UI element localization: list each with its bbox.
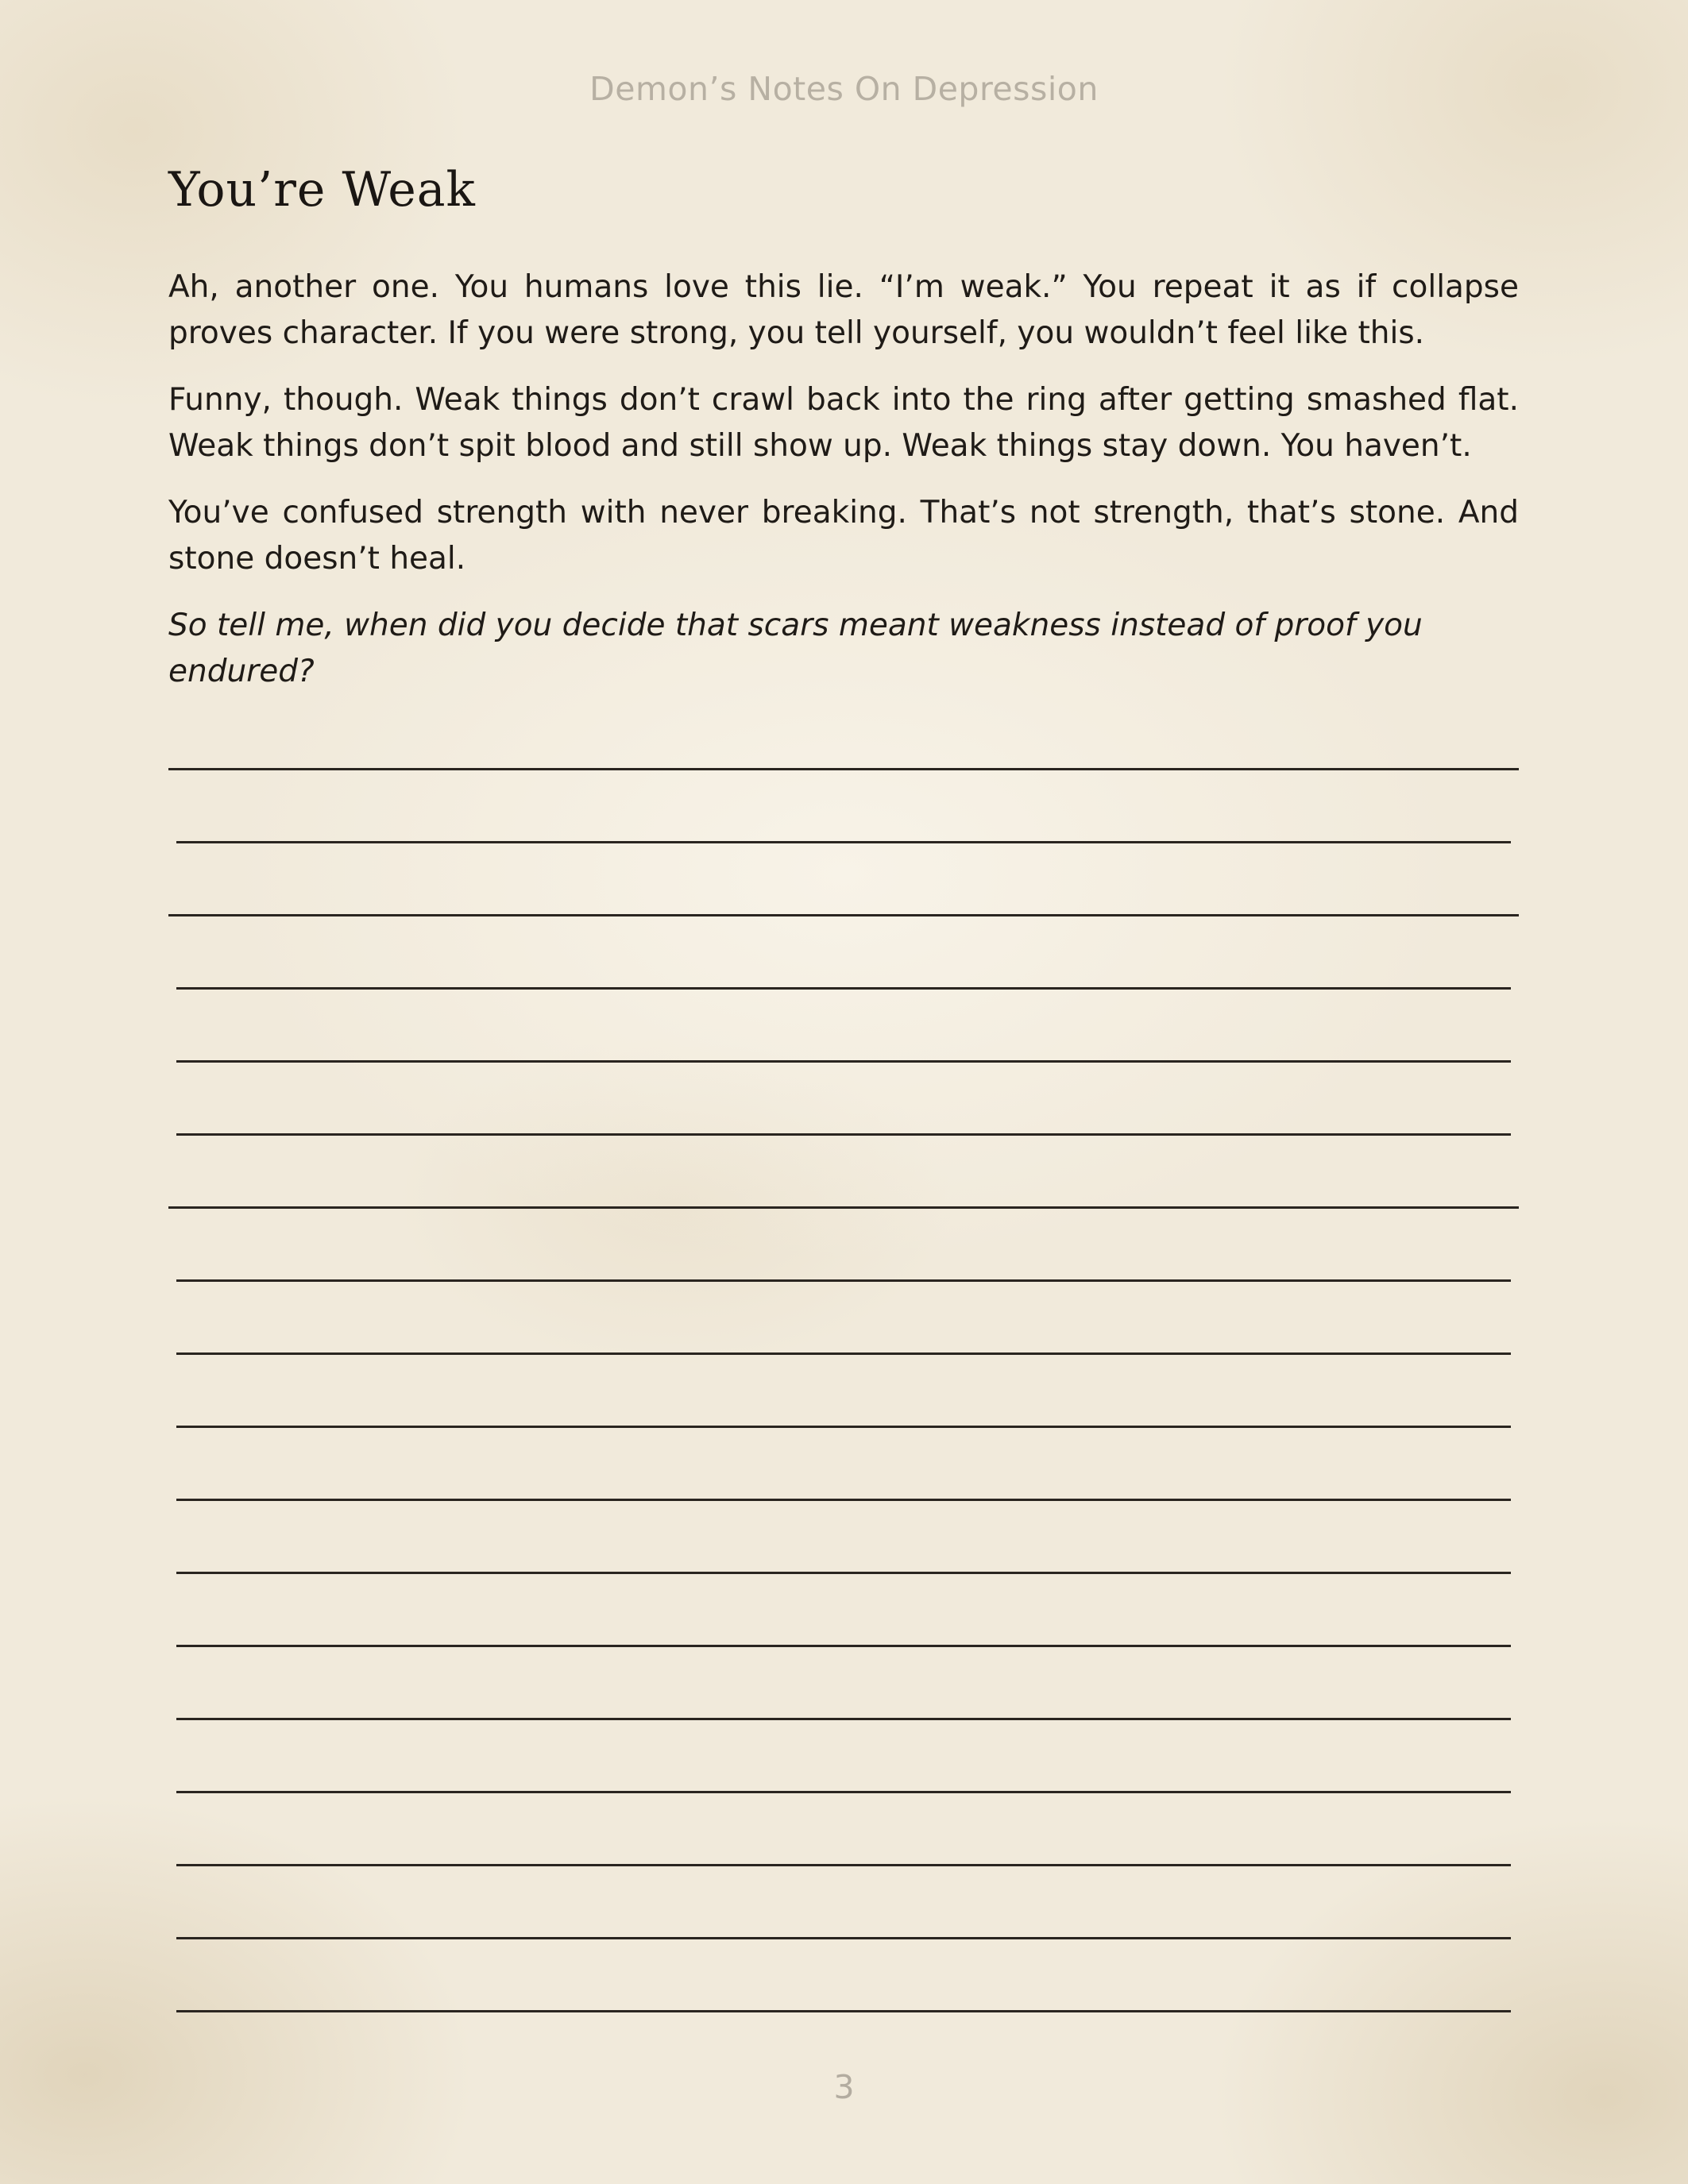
writing-line[interactable] [176,1791,1511,1793]
writing-line[interactable] [176,841,1511,843]
running-header: Demon’s Notes On Depression [589,70,1099,108]
writing-line[interactable] [176,1352,1511,1355]
writing-line[interactable] [168,1206,1519,1209]
writing-line[interactable] [176,1060,1511,1063]
writing-line[interactable] [176,987,1511,990]
writing-line[interactable] [176,1572,1511,1574]
paragraph: Funny, though. Weak things don’t crawl back into the ring after getting smashed flat. Weak things don’t spit blood and still show up. Weak things stay down. You haven’t. [168,382,1519,464]
writing-line[interactable] [168,914,1519,916]
page-number: 3 [833,2068,855,2106]
writing-line[interactable] [168,768,1519,770]
writing-line[interactable] [176,1718,1511,1720]
writing-line[interactable] [176,1279,1511,1282]
page-title: You’re Weak [168,162,476,218]
writing-line[interactable] [176,1937,1511,1939]
writing-line[interactable] [176,1426,1511,1428]
writing-line[interactable] [176,1864,1511,1866]
writing-line[interactable] [176,2010,1511,2012]
writing-line[interactable] [176,1645,1511,1647]
paragraph: You’ve confused strength with never breaking. That’s not strength, that’s stone. And stone doesn’t heal. [168,495,1519,577]
writing-line[interactable] [176,1133,1511,1136]
writing-line[interactable] [176,1499,1511,1501]
reflection-question: So tell me, when did you decide that scars meant weakness instead of proof you endured? [168,608,1423,689]
paragraph: Ah, another one. You humans love this lie. “I’m weak.” You repeat it as if collapse proves character. If you were strong, you tell yourself, you wouldn’t feel like this. [168,269,1519,351]
body-text [168,264,1519,716]
